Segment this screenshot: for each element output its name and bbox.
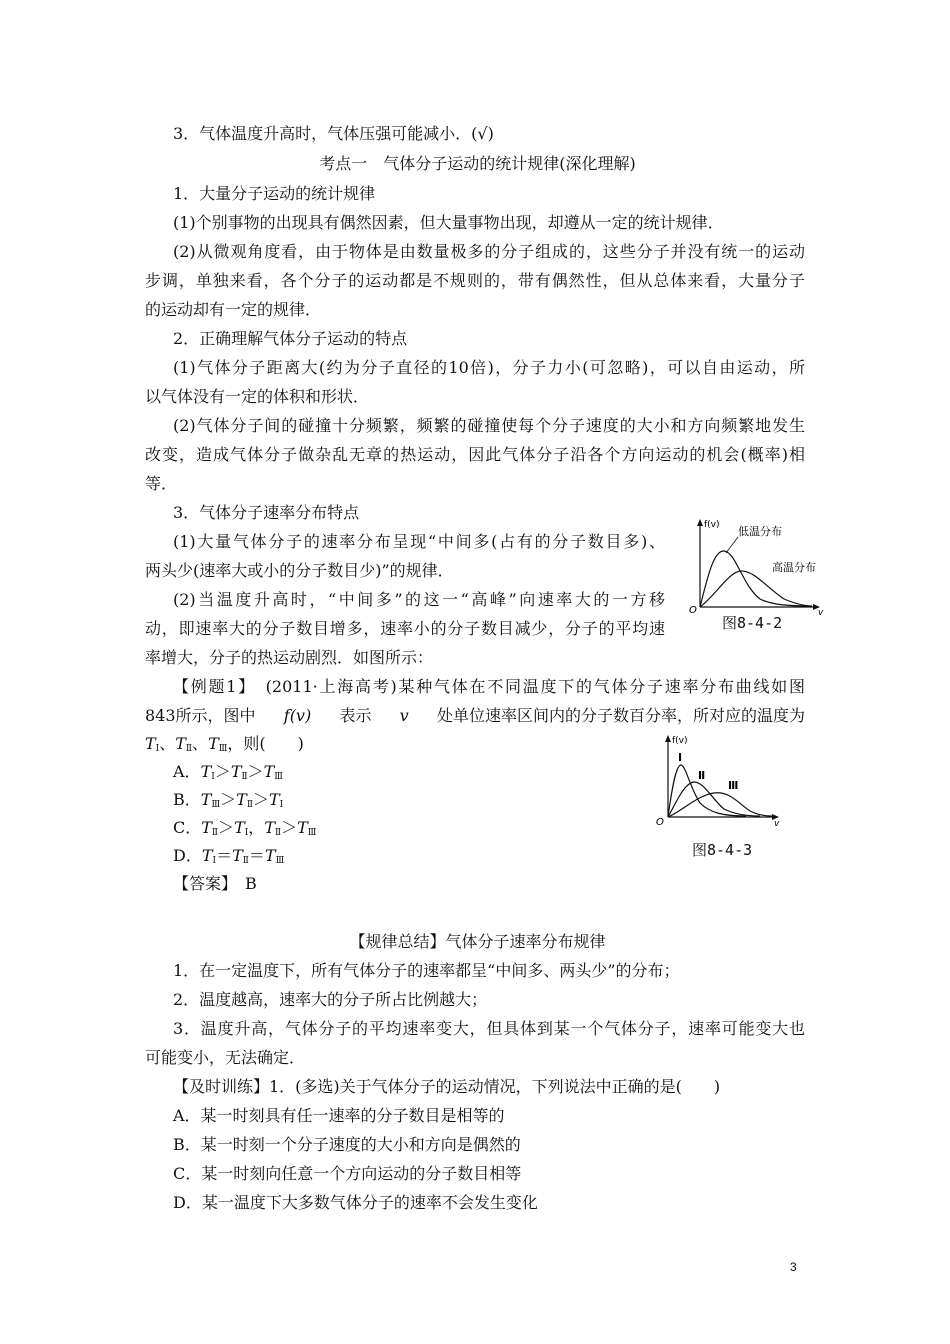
math-t: T: [200, 790, 212, 809]
math-t: T: [201, 846, 213, 865]
math-t: T: [236, 790, 247, 809]
text-fragment: ，则( ): [227, 734, 304, 753]
option-a: [173, 762, 283, 787]
separator: 、: [192, 734, 209, 753]
summary-item: 可能变小，无法确定．: [145, 1048, 306, 1067]
separator: ，: [248, 818, 265, 837]
curve-2-label: Ⅱ: [698, 769, 706, 782]
paragraph-line: 两头少(速率大或小的分子数目少)”的规律．: [145, 561, 454, 580]
operator: ＞: [252, 790, 269, 809]
math-t: T: [264, 846, 276, 865]
option-c: [173, 818, 316, 843]
math-t: T: [208, 734, 219, 753]
paragraph-line: 步调，单独来看，各个分子的运动都是不规则的，带有偶然性，但从总体来看，大量分子: [145, 271, 805, 290]
option-a: A．某一时刻具有任一速率的分子数目是相等的: [173, 1106, 505, 1125]
paragraph-line: (2)当温度升高时，“中间多”的这一“高峰”向速率大的一方移: [173, 590, 665, 609]
figure-8-4-3: [650, 733, 790, 828]
option-b: B．某一时刻一个分子速度的大小和方向是偶然的: [173, 1135, 521, 1154]
paragraph-line: 动，即速率大的分子数目增多，速率小的分子数目减少，分子的平均速: [145, 619, 665, 638]
subsection-3-title: 3．气体分子速率分布特点: [173, 503, 360, 522]
math-t: T: [145, 734, 156, 753]
summary-title: 【规律总结】气体分子速率分布规律: [349, 932, 606, 951]
origin-label: O: [656, 817, 664, 828]
paragraph-line: 以气体没有一定的体积和形状．: [145, 387, 370, 406]
math-v: v: [399, 706, 409, 725]
operator: ＞: [218, 818, 235, 837]
subscript: Ⅲ: [218, 744, 228, 754]
section-heading: 考点一 气体分子运动的统计规律(深化理解): [319, 154, 636, 173]
subscript: Ⅰ: [279, 800, 284, 810]
statement-3: 3．气体温度升高时，气体压强可能减小．(√): [173, 124, 494, 143]
math-t: T: [200, 762, 212, 781]
math-t: T: [175, 734, 186, 753]
math-fv: f(v): [283, 706, 312, 725]
option-letter: C．: [173, 818, 202, 837]
paragraph-line: (2)气体分子间的碰撞十分频繁，频繁的碰撞使每个分子速度的大小和方向频繁地发生: [173, 416, 805, 435]
separator: 、: [159, 734, 176, 753]
subscript: Ⅱ: [274, 828, 282, 838]
figure-caption: 图8-4-2: [722, 614, 783, 632]
x-axis-label: v: [774, 819, 780, 828]
math-t: T: [232, 846, 243, 865]
low-temp-label: 低温分布: [738, 525, 782, 538]
subscript: Ⅲ: [274, 772, 283, 782]
curve-3-label: Ⅲ: [728, 779, 739, 792]
subsection-1-title: 1．大量分子运动的统计规律: [173, 184, 376, 203]
paragraph-line: (1)气体分子距离大(约为分子直径的10倍)，分子力小(可忽略)，可以自由运动，所: [173, 358, 805, 377]
subscript: Ⅰ: [155, 744, 160, 754]
math-t: T: [263, 762, 275, 781]
option-letter: D．: [173, 846, 202, 865]
math-t: T: [297, 818, 308, 837]
math-t: T: [268, 790, 280, 809]
math-t: T: [264, 818, 275, 837]
text-fragment: 843所示，图中: [145, 706, 256, 725]
subscript: Ⅲ: [307, 828, 317, 838]
answer: 【答案】 B: [173, 874, 257, 893]
option-d: [173, 846, 284, 871]
subsection-2-title: 2．正确理解气体分子运动的特点: [173, 329, 408, 348]
y-axis-label: f(v): [672, 736, 688, 746]
operator: ＝: [248, 846, 265, 865]
paragraph-line: 改变，造成气体分子做杂乱无章的热运动，因此气体分子沿各个方向运动的机会(概率)相: [145, 445, 805, 464]
subscript: Ⅱ: [211, 828, 219, 838]
option-d: D．某一温度下大多数气体分子的速率不会发生变化: [173, 1193, 538, 1212]
origin-label: O: [689, 605, 697, 615]
figure-8-4-2: [680, 515, 830, 615]
option-letter: A．: [173, 762, 201, 781]
option-b: [173, 790, 283, 815]
operator: ＞: [220, 790, 237, 809]
paragraph-line: 等．: [145, 474, 178, 493]
summary-item: 1．在一定温度下，所有气体分子的速率都呈“中间多、两头少”的分布；: [173, 961, 680, 980]
subscript: Ⅰ: [211, 772, 215, 782]
curve-1-label: Ⅰ: [678, 751, 683, 764]
high-temp-label: 高温分布: [772, 561, 816, 574]
operator: ＝: [216, 846, 233, 865]
exercise-question: 【及时训练】1．(多选)关于气体分子的运动情况，下列说法中正确的是( ): [173, 1077, 721, 1096]
example-1-line: 【例题1】 (2011·上海高考)某种气体在不同温度下的气体分子速率分布曲线如图: [173, 677, 805, 696]
option-c: C．某一时刻向任意一个方向运动的分子数目相等: [173, 1164, 522, 1183]
operator: ＞: [214, 762, 231, 781]
example-1-line: [145, 706, 805, 726]
x-axis-label: v: [818, 608, 824, 615]
paragraph-line: (1)大量气体分子的速率分布呈现“中间多(占有的分子数目多)、: [173, 532, 665, 551]
subscript: Ⅱ: [241, 772, 248, 782]
paragraph-line: 的运动却有一定的规律．: [145, 300, 322, 319]
subscript: Ⅱ: [242, 856, 249, 866]
y-axis-label: f(v): [704, 520, 720, 530]
subscript: Ⅰ: [244, 828, 249, 838]
subscript: Ⅲ: [211, 800, 221, 810]
example-1-line: [145, 734, 304, 759]
operator: ＞: [247, 762, 264, 781]
summary-item: 3．温度升高，气体分子的平均速率变大，但具体到某一个气体分子，速率可能变大也: [173, 1019, 805, 1038]
operator: ＞: [281, 818, 298, 837]
math-t: T: [234, 818, 245, 837]
math-t: T: [201, 818, 212, 837]
paragraph-line: (1)个别事物的出现具有偶然因素，但大量事物出现，却遵从一定的统计规律．: [173, 213, 724, 232]
subscript: Ⅱ: [185, 744, 193, 754]
option-letter: B．: [173, 790, 201, 809]
subscript: Ⅲ: [275, 856, 285, 866]
summary-item: 2．温度越高，速率大的分子所占比例越大；: [173, 990, 488, 1009]
page-number: 3: [790, 1260, 797, 1274]
figure-caption: 图8-4-3: [692, 841, 753, 859]
paragraph-line: 率增大，分子的热运动剧烈．如图所示：: [145, 648, 434, 667]
subscript: Ⅱ: [246, 800, 253, 810]
subscript: Ⅰ: [212, 856, 217, 866]
paragraph-line: (2)从微观角度看，由于物体是由数量极多的分子组成的，这些分子并没有统一的运动: [173, 242, 805, 261]
text-fragment: 表示: [339, 706, 372, 725]
math-t: T: [230, 762, 242, 781]
text-fragment: 处单位速率区间内的分子数百分率，所对应的温度为: [436, 706, 805, 725]
